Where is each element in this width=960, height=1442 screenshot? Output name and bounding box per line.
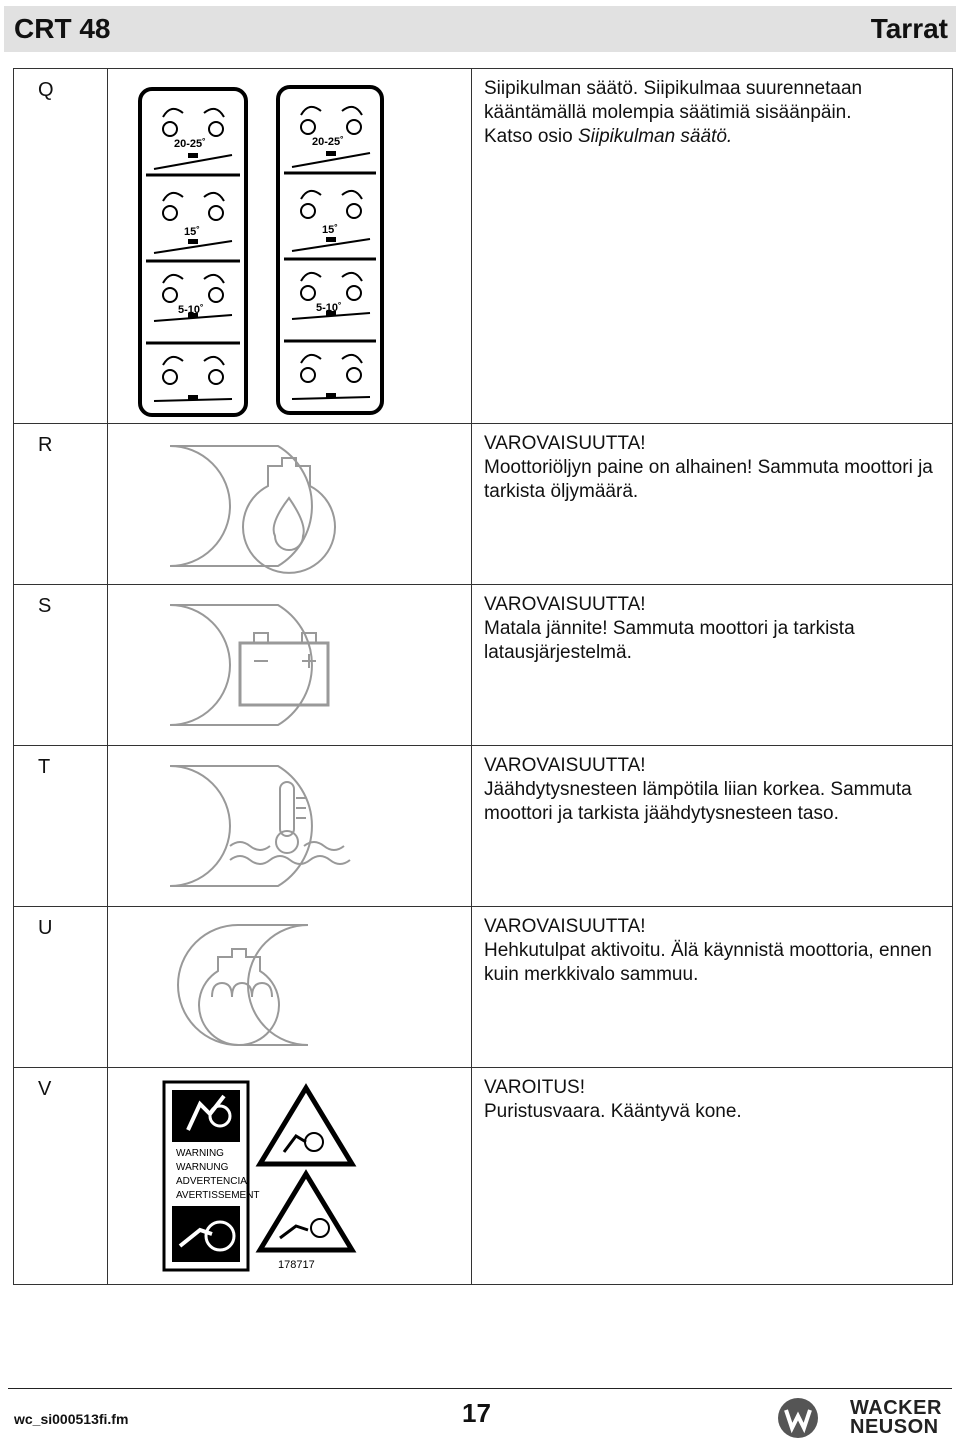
oil-drop-icon [108,424,471,584]
angle-label: 15˚ [184,226,200,238]
table-row [14,424,953,585]
crush-hazard-decal [108,1068,472,1285]
row-description: VAROVAISUUTTA! Moottoriöljyn paine on alhainen! Sammuta moottori ja tarkista öljymäärä. [472,424,953,585]
angle-label: 15˚ [322,224,338,236]
row-description: VAROVAISUUTTA! Jäähdytysnesteen lämpötila liian korkea. Sammuta moottori ja tarkista jäähdytysnesteen taso. [472,746,953,907]
warning-label: WARNING [176,1148,224,1159]
angle-label: 5-10˚ [316,302,342,314]
decal-table [13,68,953,1285]
angle-label: 20-25˚ [174,138,206,150]
part-number: 178717 [278,1259,315,1271]
table-row [14,746,953,907]
warning-label: ADVERTENCIA [176,1176,247,1187]
low-voltage-decal [108,585,472,746]
table-row [14,69,953,424]
row-letter: U [14,907,108,1068]
section-title: Tarrat [870,13,948,44]
row-description: VAROVAISUUTTA! Hehkutulpat aktivoitu. Älä käynnistä moottoria, ennen kuin merkkivalo sammuu. [472,907,953,1068]
glow-plug-decal [108,907,472,1068]
row-letter: T [14,746,108,907]
coolant-temperature-decal [108,746,472,907]
pitch-control-icon [108,69,471,423]
glow-plug-icon [108,907,471,1067]
warning-decal-icon [108,1068,471,1284]
footer-divider [8,1388,952,1389]
coolant-thermometer-icon [108,746,471,906]
oil-pressure-decal [108,424,472,585]
footer-filename: wc_si000513fi.fm [14,1411,129,1427]
warning-label: WARNUNG [176,1162,229,1173]
angle-label: 20-25˚ [312,136,344,148]
table-row [14,907,953,1068]
angle-label: 5-10˚ [178,304,204,316]
warning-label: AVERTISSEMENT [176,1190,260,1201]
pitch-adjust-decal [108,69,472,424]
table-row [14,585,953,746]
row-letter: S [14,585,108,746]
page-header [4,6,956,52]
brand-name: WACKER NEUSON [850,1397,942,1438]
row-letter: Q [14,69,108,424]
model-title: CRT 48 [14,13,111,44]
battery-icon [108,585,471,745]
row-description: VAROVAISUUTTA! Matala jännite! Sammuta moottori ja tarkista latausjärjestelmä. [472,585,953,746]
section-reference: Siipikulman säätö. [578,126,733,147]
page-number: 17 [462,1398,491,1428]
row-description: Siipikulman säätö. Siipikulmaa suurennetaan kääntämällä molempia säätimiä sisäänpäin. Katso osio Siipikulman säätö. [472,69,953,424]
row-letter: V [14,1068,108,1285]
row-description: VAROITUS! Puristusvaara. Kääntyvä kone. [472,1068,953,1285]
table-row [14,1068,953,1285]
row-letter: R [14,424,108,585]
